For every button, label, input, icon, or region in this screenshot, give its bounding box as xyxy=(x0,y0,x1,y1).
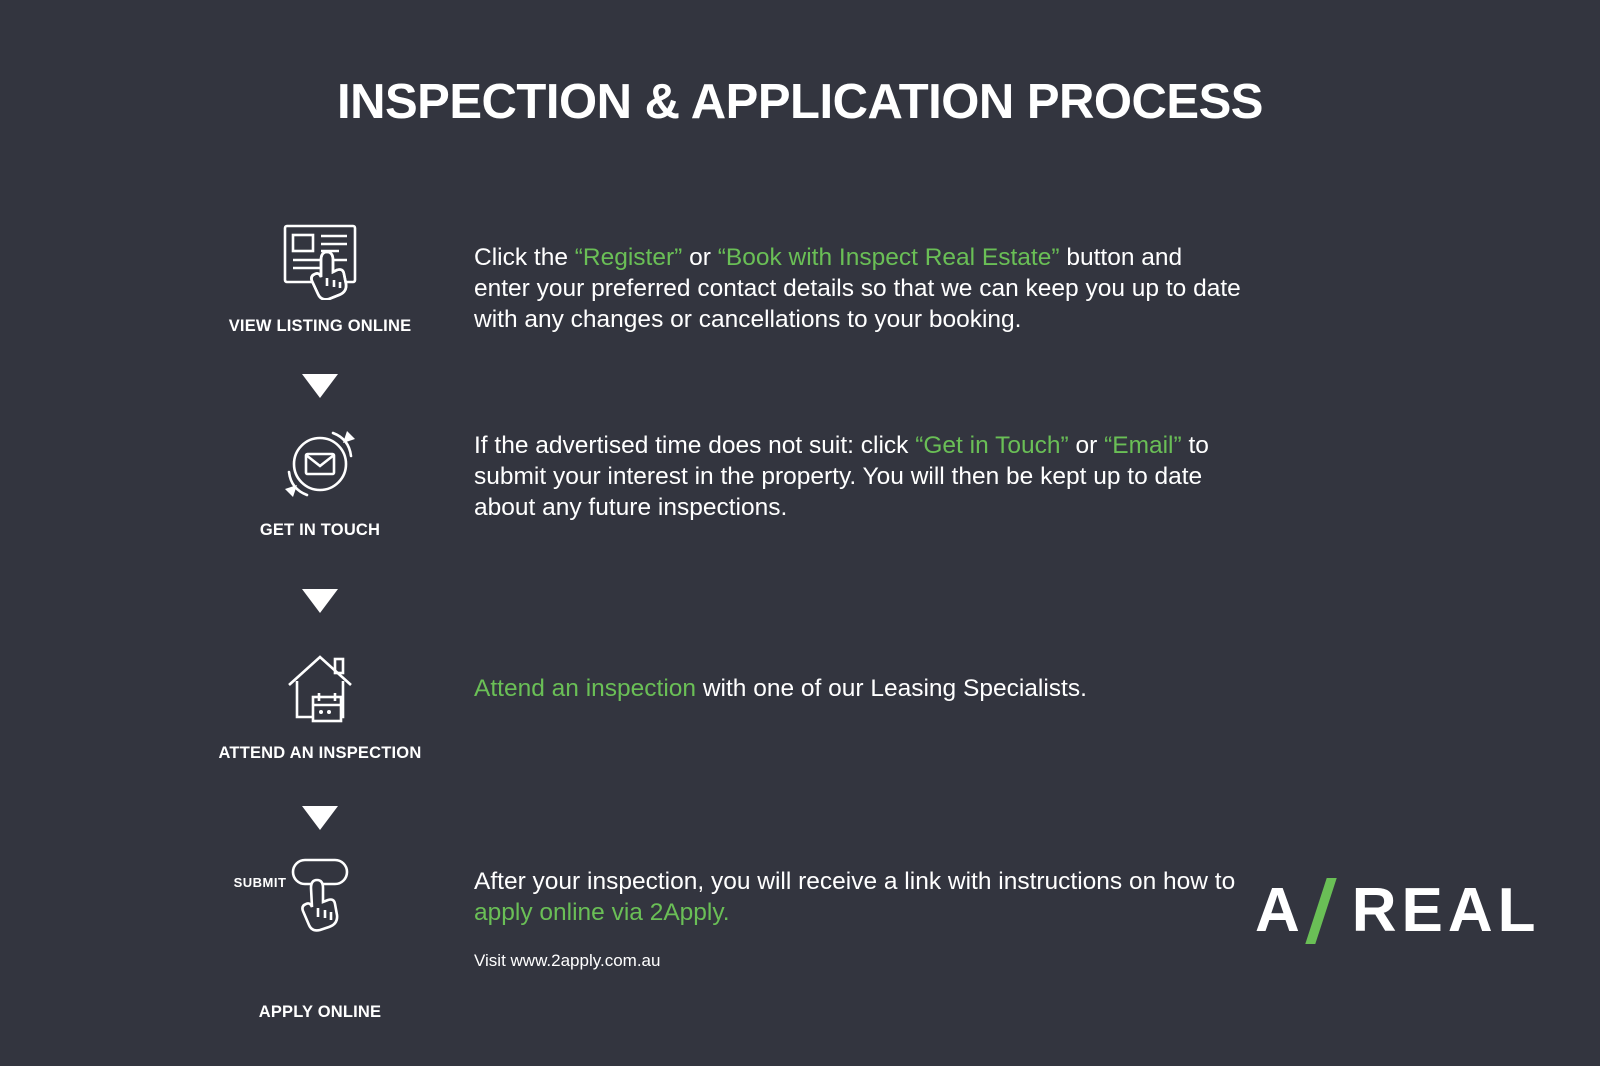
step-view-listing-online xyxy=(0,215,1600,380)
step-4-text-part-0: After your inspection, you will receive a link with instructions on how to xyxy=(474,868,1236,895)
brand-logo xyxy=(1255,876,1541,945)
step-4-footnote: Visit www.2apply.com.au xyxy=(474,951,661,970)
step-2-icon-column xyxy=(215,419,425,540)
step-attend-an-inspection xyxy=(0,642,1600,814)
step-1-text-part-3: “Book with Inspect Real Estate” xyxy=(717,244,1060,271)
email-refresh-icon xyxy=(215,419,425,509)
down-triangle-icon-1 xyxy=(215,374,425,403)
submit-button-label: SUBMIT xyxy=(233,875,287,890)
down-triangle-icon-3 xyxy=(215,806,425,835)
step-1-text-part-0: Click the xyxy=(474,244,575,271)
step-1-label: VIEW LISTING ONLINE xyxy=(228,317,412,335)
logo-word-real: REAL xyxy=(1351,876,1541,945)
step-2-text xyxy=(474,431,1244,524)
step-1-text-part-4: button and enter your preferred contact details so that we can keep you up to date with any changes or cancellations to your booking. xyxy=(474,244,1241,333)
listing-click-icon xyxy=(215,215,425,305)
step-2-text-part-3: “Email” xyxy=(1104,432,1182,459)
step-2-text-part-4: to submit your interest in the property. You will then be kept up to date about any future inspections. xyxy=(474,432,1209,521)
step-2-text-part-1: “Get in Touch” xyxy=(915,432,1069,459)
step-1-icon-column xyxy=(215,215,425,336)
step-4-text-part-1: apply online via 2Apply. xyxy=(474,898,730,926)
step-4-text xyxy=(474,867,1244,929)
step-3-text-part-1: with one of our Leasing Specialists. xyxy=(696,675,1087,702)
page-title: INSPECTION & APPLICATION PROCESS xyxy=(337,75,1263,129)
submit-click-icon xyxy=(215,851,425,941)
step-3-text xyxy=(474,674,1244,705)
step-3-icon-column xyxy=(215,642,425,763)
house-calendar-icon xyxy=(215,642,425,732)
step-2-text-part-2: or xyxy=(1068,432,1105,459)
down-triangle-icon-2 xyxy=(215,589,425,618)
step-1-text-part-1: “Register” xyxy=(574,244,683,271)
step-3-label: ATTEND AN INSPECTION xyxy=(218,744,422,762)
step-2-label: GET IN TOUCH xyxy=(259,521,381,539)
slash-icon xyxy=(1308,880,1342,942)
step-2-text-part-0: If the advertised time does not suit: click xyxy=(474,432,916,459)
step-1-text xyxy=(474,243,1244,336)
step-1-text-part-2: or xyxy=(682,244,718,271)
step-get-in-touch xyxy=(0,419,1600,597)
logo-letter-a: A xyxy=(1255,876,1300,945)
step-4-icon-column xyxy=(215,851,425,1022)
step-3-text-part-0: Attend an inspection xyxy=(474,675,697,702)
step-4-label: APPLY ONLINE xyxy=(258,1003,382,1021)
